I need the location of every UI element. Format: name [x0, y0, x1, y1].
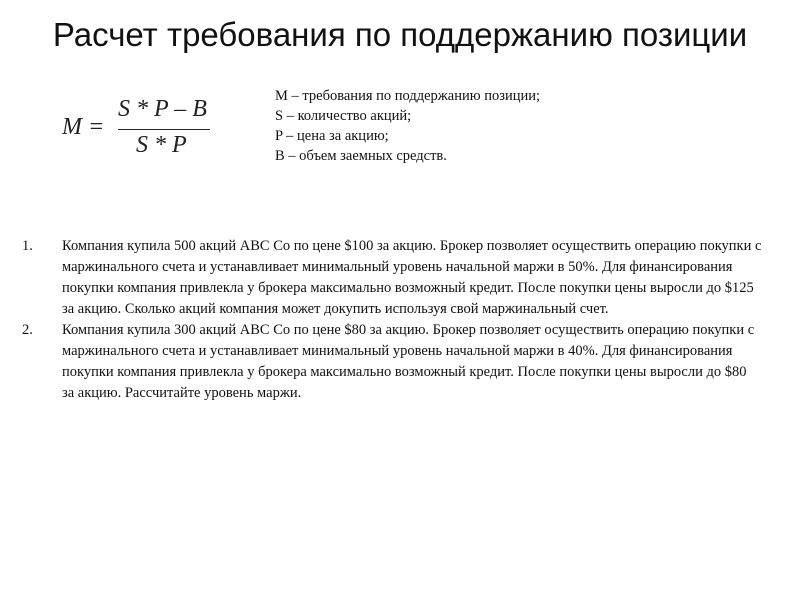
task-text: Компания купила 300 акций ABC Co по цене $80 за акцию. Брокер позволяет осуществить операцию покупки с маржинального счета и устанавливает минимальный уровень начальной маржи в 40%. Для финансирования покупки компания привлекла у брокера максимально возможный кредит. После покупки цены выросли до $80 за акцию. Рассчитайте уровень маржи. [62, 322, 755, 401]
task-list [0, 236, 800, 404]
task-number: 2. [22, 322, 33, 338]
formula-lhs: M = [62, 114, 105, 140]
slide-title: Расчет требования по поддержанию позиции [52, 16, 748, 53]
legend-item-s: S – количество акций; [275, 108, 412, 124]
legend-item-m: M – требования по поддержанию позиции; [275, 88, 541, 104]
margin-formula [62, 92, 252, 162]
task-number: 1. [22, 238, 33, 254]
formula-denominator: S * P [136, 132, 187, 158]
formula-legend [275, 86, 540, 166]
task-item-1 [0, 236, 762, 320]
legend-item-b: B – объем заемных средств. [275, 148, 447, 164]
fraction-bar [118, 129, 210, 130]
task-item-2 [0, 320, 762, 404]
task-text: Компания купила 500 акций ABC Co по цене $100 за акцию. Брокер позволяет осуществить операцию покупки с маржинального счета и устанавливает минимальный уровень начальной маржи в 50%. Для финансирования покупки компания привлекла у брокера максимально возможный кредит. После покупки цены выросли до $125 за акцию. Сколько акций компания может докупить используя свой маржинальный счет. [62, 238, 762, 317]
legend-item-p: P – цена за акцию; [275, 128, 389, 144]
formula-numerator: S * P – B [118, 96, 207, 122]
